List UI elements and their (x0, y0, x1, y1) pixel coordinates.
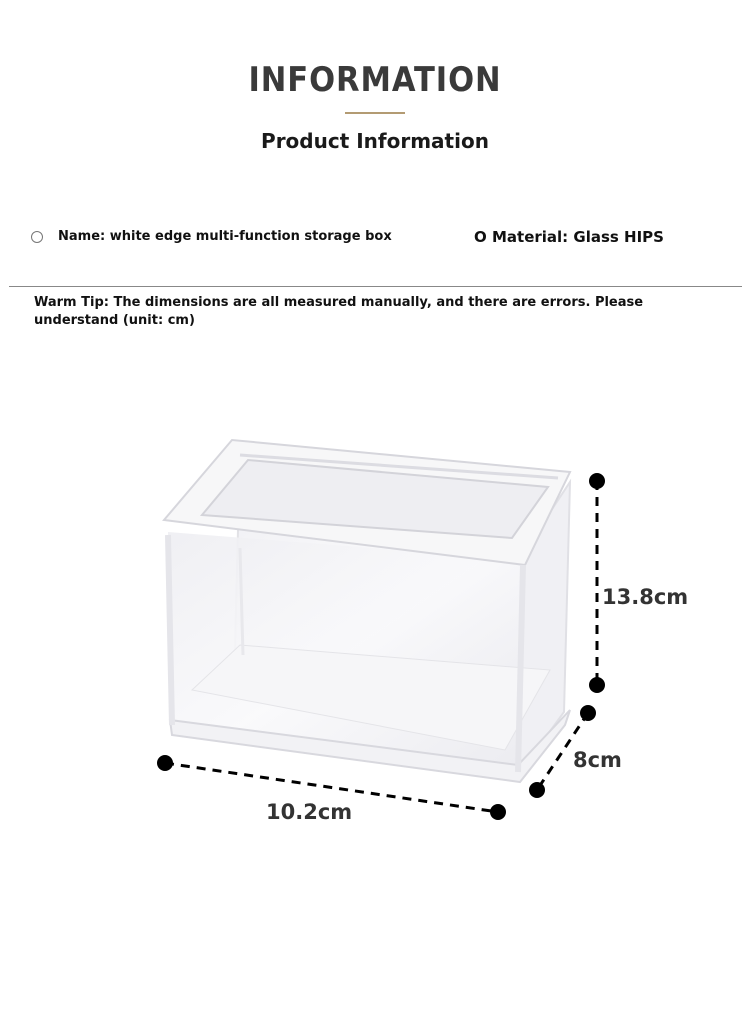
height-label: 13.8cm (602, 585, 689, 609)
depth-label: 8cm (573, 748, 622, 772)
page-title: INFORMATION (248, 60, 502, 100)
width-right-dot (490, 804, 506, 820)
section-subtitle: Product Information (261, 129, 489, 153)
depth-top-dot (580, 705, 596, 721)
spec-name: Name: white edge multi-function storage box (58, 229, 392, 244)
height-top-dot (589, 473, 605, 489)
width-left-dot (157, 755, 173, 771)
height-bottom-dot (589, 677, 605, 693)
depth-bottom-dot (529, 782, 545, 798)
width-label: 10.2cm (266, 800, 353, 824)
spec-material: O Material: Glass HIPS (474, 228, 664, 246)
warm-tip-text: Warm Tip: The dimensions are all measured manually, and there are errors. Please understand (unit: cm) (34, 295, 644, 328)
